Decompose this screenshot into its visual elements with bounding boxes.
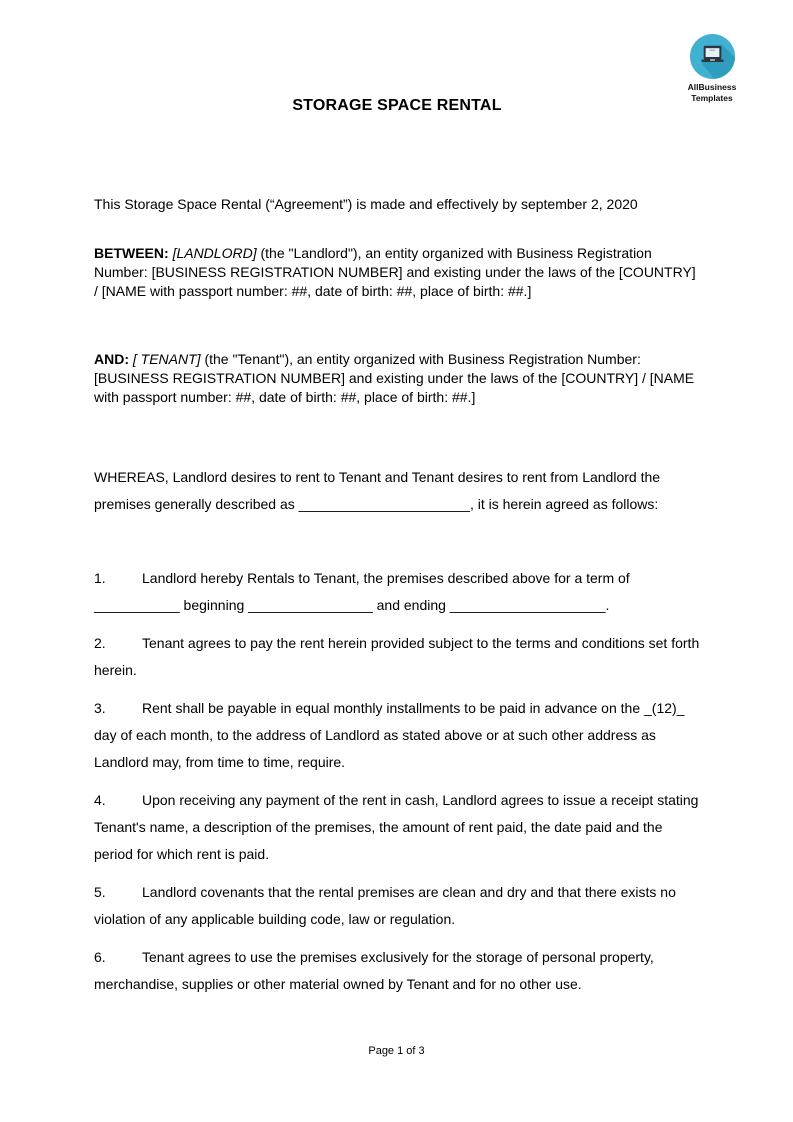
page-number: Page 1 of 3 [368,1045,425,1057]
brand-name: AllBusiness Templates [687,82,737,103]
clause-text: Upon receiving any payment of the rent in cash, Landlord agrees to issue a receipt stating Tenant's name, a description of the premises, the amount of rent paid, the date paid and the period for which rent is paid. [94,792,699,862]
clause-item [94,630,700,684]
clause-item [94,944,700,998]
clause-text: Tenant agrees to pay the rent herein provided subject to the terms and conditions set forth herein. [94,635,700,678]
tenant-placeholder: [ TENANT] [132,351,201,367]
clause-number: 5. [94,884,106,900]
and-text: (the "Tenant"), an entity organized with Business Registration Number: [BUSINESS REGISTRATION NUMBER] and existing under the laws of the [COUNTRY] / [NAME with passport number: ##, date of birth: ##, place of birth: ##.] [94,351,695,405]
between-label: BETWEEN: [94,245,169,261]
clause-number: 2. [94,635,106,651]
intro-paragraph: This Storage Space Rental (“Agreement”) is made and effectively by september 2, 2020 [94,196,638,212]
clause-item [94,787,700,868]
clause-text: Rent shall be payable in equal monthly installments to be paid in advance on the _(12)_ day of each month, to the address of Landlord as stated above or at such other address as Landlord may, from time to time, require. [94,700,685,770]
page-title: STORAGE SPACE RENTAL [292,97,502,114]
clause-text: Landlord covenants that the rental premises are clean and dry and that there exists no violation of any applicable building code, law or regulation. [94,884,676,927]
clause-text: Tenant agrees to use the premises exclusively for the storage of personal property, merchandise, supplies or other material owned by Tenant and for no other use. [94,949,654,992]
and-label: AND: [94,351,129,367]
between-text: (the "Landlord"), an entity organized with Business Registration Number: [BUSINESS REGISTRATION NUMBER] and existing under the laws of the [COUNTRY] / [NAME with passport number: ##, date of birth: ##, place of birth: ##.] [94,245,696,299]
clause-list [94,565,700,998]
clause-number: 4. [94,792,106,808]
clause-item [94,879,700,933]
whereas-paragraph: WHEREAS, Landlord desires to rent to Tenant and Tenant desires to rent from Landlord the premises generally described as ______________________, it is herein agreed as follows: [94,469,661,512]
clause-item [94,565,700,619]
laptop-logo-icon [689,33,736,80]
clause-number: 1. [94,570,106,586]
clause-text: Landlord hereby Rentals to Tenant, the premises described above for a term of ___________ beginning ________________ and ending ____________________. [94,570,630,613]
and-paragraph [94,350,700,407]
landlord-placeholder: [LANDLORD] [172,245,257,261]
between-paragraph [94,244,700,301]
clause-item [94,695,700,776]
clause-number: 3. [94,700,106,716]
brand-logo [670,33,754,103]
clause-number: 6. [94,949,106,965]
